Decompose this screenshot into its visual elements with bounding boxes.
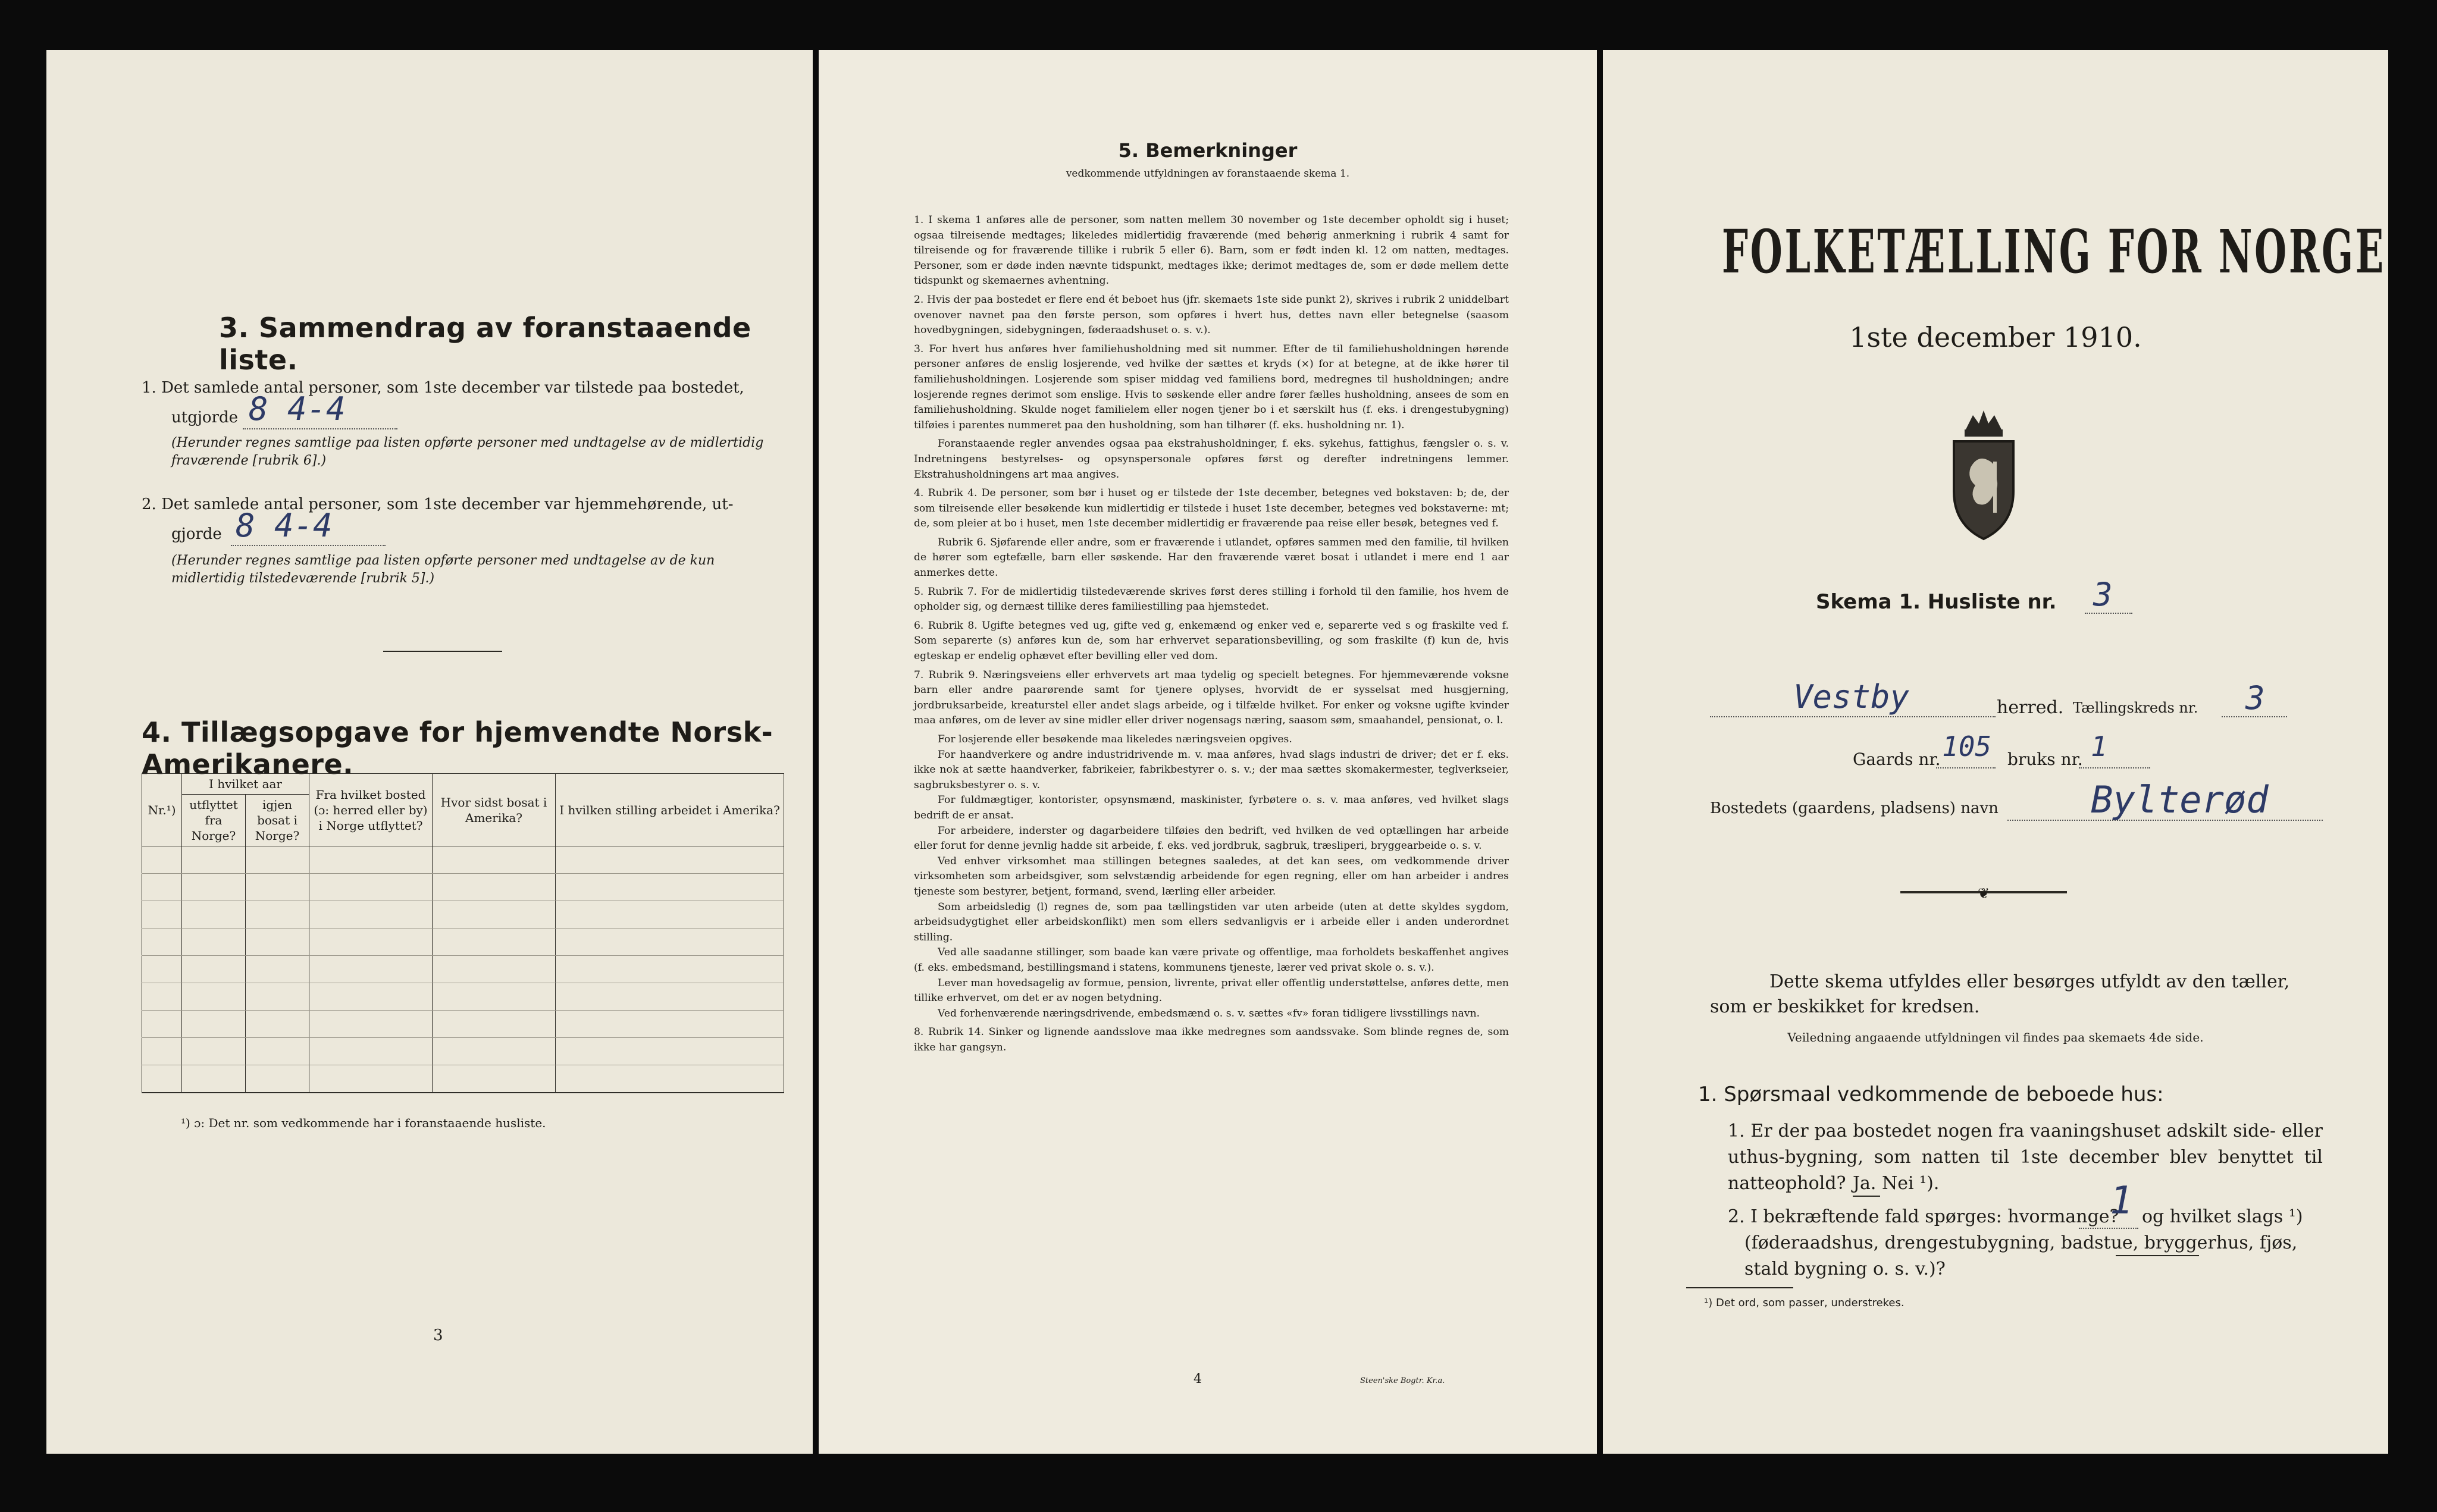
gaards-value: 105 — [1942, 730, 1992, 763]
remark-paragraph: 5. Rubrik 7. For de midlertidig tilstedeværende skrives først deres stilling i forhold til den familie, hos hvem de opholder sig, og dernæst tillike deres familiestilling paa hjemstedet. — [914, 585, 1509, 613]
item1-prefix: utgjorde — [171, 409, 239, 426]
remark-paragraph: Ved alle saadanne stillinger, som baade kan være private og offentlige, maa forholdets beskaffenhet angives (f. eks. embedsmand, bestillingsmand i statens, kommunens tjeneste, lærer ved privat skole o. s. v.). — [914, 946, 1509, 974]
question-2-start: 2. I bekræftende fald spørges: hvormange? — [1728, 1206, 2119, 1227]
kreds-label: Tællingskreds nr. — [2073, 699, 2198, 716]
remark-paragraph: Lever man hovedsagelig av formue, pension, livrente, privat eller offentlig understøttelse, anføres dette, men tillike erhvervet, om det er av nogen betydning. — [914, 977, 1509, 1005]
norsk-amerikanere-table — [142, 773, 784, 1093]
item1-value: 8 4-4 — [249, 390, 346, 428]
remarks-body — [914, 213, 1509, 1059]
table-row — [142, 901, 784, 928]
census-date: 1ste december 1910. — [1849, 321, 2142, 353]
item2-value: 8 4-4 — [236, 507, 333, 544]
remark-paragraph: Foranstaaende regler anvendes ogsaa paa ekstrahusholdninger, f. eks. sykehus, fattighus, fængsler o. s. v. Indretningens bestyrelses- og opsynspersonale opføres først og derefter indretningens lemmer. Ekstrahusholdningens art maa angives. — [914, 438, 1509, 481]
table-row — [142, 983, 784, 1011]
th-nr: Nr.¹) — [142, 774, 182, 846]
herred-fill — [1710, 716, 1996, 717]
item1-text: 1. Det samlede antal personer, som 1ste december var tilstede paa bostedet, — [142, 379, 744, 397]
remark-paragraph: Som arbeidsledig (l) regnes de, som paa tællingstiden var uten arbeide (uten at dette skyldes sygdom, arbeidsudygtighet eller arbeidskonflikt) men som ellers sedvanligvis er i arbeide eller i anden underordnet stilling. — [914, 901, 1509, 943]
th-hvor: Hvor sidst bosat i Amerika? — [433, 774, 556, 846]
remark-paragraph: Ved enhver virksomhet maa stillingen betegnes saaledes, at det kan sees, om vedkommende driver virksomheten som arbeidsgiver, som selvstændig arbeidende for egen regning, eller om han arbeider i andres tjeneste som bestyrer, betjent, formand, svend, lærling eller arbeider. — [914, 855, 1509, 898]
table-row — [142, 928, 784, 956]
remark-paragraph: 7. Rubrik 9. Næringsveiens eller erhvervets art maa tydelig og specielt betegnes. For hjemmeværende voksne barn eller andre paarørende samt for tjenere oplyses, hvorvidt de er sysselsat med husgjerning, jordbruksarbeide, kreaturstel eller andet slags arbeide, og i tilfælde hvilket. For enker og voksne ugifte kvinder maa anføres, om de lever av sine midler eller driver nogensags næring, saasom søm, smaahandel, pensionat, o. l. — [914, 669, 1509, 727]
item2-note: (Herunder regnes samtlige paa listen opførte personer med undtagelse av de kun midlertidig tilstedeværende [rubrik 5].) — [171, 553, 715, 586]
remark-paragraph: 1. I skema 1 anføres alle de personer, som natten mellem 30 november og 1ste december opholdt sig i huset; ogsaa tilreisende medtages; likeledes midlertidig fraværende (med behørig anmerkning i rubrik 4 samt for tilreisende og for fraværende tillike i rubrik 5 eller 6). Barn, som er født inden kl. 12 om natten, medtages. Personer, som er døde inden nævnte tidspunkt, medtages ikke; derimot medtages de, som er døde mellem dette tidspunkt og skemaernes avhentning. — [914, 214, 1509, 287]
bosted-fill — [2007, 820, 2323, 821]
remark-paragraph: Rubrik 6. Sjøfarende eller andre, som er fraværende i utlandet, opføres sammen med den familie, til hvilken de hører som egtefælle, barn eller søskende. Har den fraværende været bosat i utlandet i mere end 1 aar anmerkes dette. — [914, 536, 1509, 579]
item2-prefix: gjorde — [171, 525, 222, 543]
section3-title: 3. Sammendrag av foranstaaende liste. — [219, 312, 751, 376]
remark-paragraph: 3. For hvert hus anføres hver familiehusholdning med sit nummer. Efter de til familiehusholdningen hørende personer anføres de enslig losjerende, ved hvilke der sættes et kryds (×) for at betegne, at de ikke hører til familiehusholdningen. Losjerende som spiser middag ved familiens bord, medregnes til husholdningen; andre losjerende regnes derimot som enslige. Hvis to søskende eller andre fører fælles husholdning, ansees de som en familiehusholdning. Skulde noget familielem eller nogen tjener bo i et særskilt hus (f. eks. i drengestubygning) tilføies i parentes nummeret paa den husholdning, som han tilhører (f. eks. husholdning nr. 1). — [914, 343, 1509, 431]
item1-note: (Herunder regnes samtlige paa listen opførte personer med undtagelse av de midlertidig fraværende [rubrik 6].) — [171, 435, 764, 468]
kreds-value: 3 — [2245, 679, 2265, 717]
gaards-fill — [1936, 767, 1996, 768]
veiledning-text: Veiledning angaaende utfyldningen vil findes paa skemaets 4de side. — [1787, 1030, 2204, 1044]
remark-paragraph: For fuldmægtiger, kontorister, opsynsmænd, maskinister, fyrbøtere o. s. v. maa anføres, ved hvilket slags bedrift de er ansat. — [914, 794, 1509, 821]
husliste-fill — [2085, 613, 2132, 614]
remark-paragraph: 6. Rubrik 8. Ugifte betegnes ved ug, gifte ved g, enkemænd og enker ved e, separerte ved s og fraskilte ved f. Som separerte (s) anføres kun de, som har erhvervet separationsbevilling, og som fraskilte (f) kun de, hvis egteskap er endelig ophævet efter bevilling eller ved dom. — [914, 619, 1509, 663]
gaards-label: Gaards nr. — [1853, 749, 1941, 769]
divider — [383, 651, 502, 652]
page-right — [1603, 50, 2388, 1454]
ornament-icon: ❦ — [1978, 885, 1990, 902]
table-row — [142, 1038, 784, 1065]
norway-coat-of-arms-icon — [1942, 402, 2025, 542]
item1-fill-line — [243, 428, 397, 429]
remarks-title: 5. Bemerkninger — [1118, 139, 1298, 162]
th-group: I hvilket aar — [182, 774, 309, 795]
skema-label: Skema 1. Husliste nr. — [1816, 590, 2057, 614]
table-row — [142, 956, 784, 983]
remark-paragraph: 8. Rubrik 14. Sinker og lignende aandsslove maa ikke medregnes som aandssvake. Som blinde regnes de, som ikke har gangsyn. — [914, 1026, 1509, 1053]
th-utflyttet: utflyttet fra Norge? — [182, 795, 246, 846]
bruks-fill — [2079, 767, 2150, 768]
th-igjen: igjen bosat i Norge? — [246, 795, 309, 846]
remarks-subtitle: vedkommende utfyldningen av foranstaaende skema 1. — [1066, 168, 1350, 180]
remark-paragraph: For losjerende eller besøkende maa likeledes næringsveien opgives. — [938, 733, 1292, 745]
page-number-left: 3 — [433, 1326, 443, 1344]
th-fra: Fra hvilket bosted (ɔ: herred eller by) i Norge utflyttet? — [309, 774, 433, 846]
bosted-label: Bostedets (gaardens, pladsens) navn — [1710, 799, 1999, 817]
item2-text: 2. Det samlede antal personer, som 1ste december var hjemmehørende, ut- — [142, 495, 734, 513]
bryggerhus-underline — [2116, 1255, 2199, 1256]
remark-paragraph: 2. Hvis der paa bostedet er flere end ét beboet hus (jfr. skemaets 1ste side punkt 2), skrives i rubrik 2 uniddelbart ovenover navnet paa den første person, som opføres i hvert hus, dettes navn eller betegnelse (saasom hovedbygningen, sidebygningen, føderaadshuset o. s. v.). — [914, 293, 1509, 337]
table-row — [142, 846, 784, 874]
question-2-value: 1 — [2110, 1179, 2133, 1223]
item2-fill-line — [231, 545, 386, 546]
bosted-value: Bylterød — [2091, 778, 2269, 821]
table-row — [142, 1011, 784, 1038]
remark-paragraph: Ved forhenværende næringsdrivende, embedsmænd o. s. v. sættes «fv» foran tidligere livsstillings navn. — [938, 1007, 1480, 1019]
section4-title: 4. Tillægsopgave for hjemvendte Norsk-Amerikanere. — [142, 716, 773, 780]
question-1: 1. Er der paa bostedet nogen fra vaaningshuset adskilt side- eller uthus-bygning, som natten til 1ste december blev benyttet til natteophold? — [1728, 1121, 2323, 1194]
th-stilling: I hvilken stilling arbeidet i Amerika? — [556, 774, 784, 846]
bruks-label: bruks nr. — [2007, 749, 2083, 769]
question-2-fill — [2079, 1228, 2138, 1229]
remark-paragraph: For haandverkere og andre industridrivende m. v. maa anføres, hvad slags industri de driver; det er f. eks. ikke nok at sætte haandverker, fabrikeier, fabrikbestyrer o. s. v.; der maa sættes skomakermester, teglverkseier, sagbruksbestyrer o. s. v. — [914, 748, 1509, 791]
printer-mark: Steen'ske Bogtr. Kr.a. — [1360, 1376, 1445, 1385]
ja-underline — [1853, 1196, 1880, 1197]
page-left — [46, 50, 813, 1454]
bruks-value: 1 — [2091, 730, 2107, 763]
footnote: ¹) Det ord, som passer, understrekes. — [1704, 1297, 1905, 1309]
kreds-fill — [2222, 716, 2287, 717]
table-footnote: ¹) ɔ: Det nr. som vedkommende har i foranstaaende husliste. — [181, 1116, 546, 1130]
question-1-answer: Ja. Nei ¹). — [1853, 1173, 1940, 1194]
table-row — [142, 874, 784, 901]
instruction-text: Dette skema utfyldes eller besørges utfyldt av den tæller, som er beskikket for kredsen. — [1710, 971, 2290, 1017]
questions-heading: 1. Spørsmaal vedkommende de beboede hus: — [1698, 1083, 2164, 1106]
herred-value: Vestby — [1793, 678, 1910, 716]
page-middle — [819, 50, 1597, 1454]
husliste-nr-value: 3 — [2093, 576, 2113, 613]
question-2-mid: og hvilket slags ¹) — [2142, 1206, 2303, 1227]
herred-label: herred. — [1997, 697, 2064, 718]
question-2-rest: (føderaadshus, drengestubygning, badstue, bryggerhus, fjøs, stald bygning o. s. v.)? — [1744, 1232, 2298, 1279]
page-number-middle: 4 — [1194, 1372, 1202, 1386]
table-row — [142, 1065, 784, 1093]
remark-paragraph: For arbeidere, inderster og dagarbeidere tilføies den bedrift, ved hvilken de ved optællingen har arbeide eller forut for denne jevnlig hadde sit arbeide, f. eks. ved jordbruk, sagbruk, træsliperi, bryggearbeide o. s. v. — [914, 824, 1509, 852]
remark-paragraph: 4. Rubrik 4. De personer, som bør i huset og er tilstede der 1ste december, betegnes ved bokstaven: b; de, der som tilreisende eller besøkende kun midlertidig er tilstede i huset 1ste december, betegnes ved bokstaverne: mt; de, som pleier at bo i huset, men 1ste december midlertidig er fraværende paa reise eller besøk, betegnes ved f. — [914, 487, 1509, 530]
main-title: FOLKETÆLLING FOR NORGE — [1722, 217, 2386, 287]
footnote-rule — [1686, 1287, 1793, 1288]
